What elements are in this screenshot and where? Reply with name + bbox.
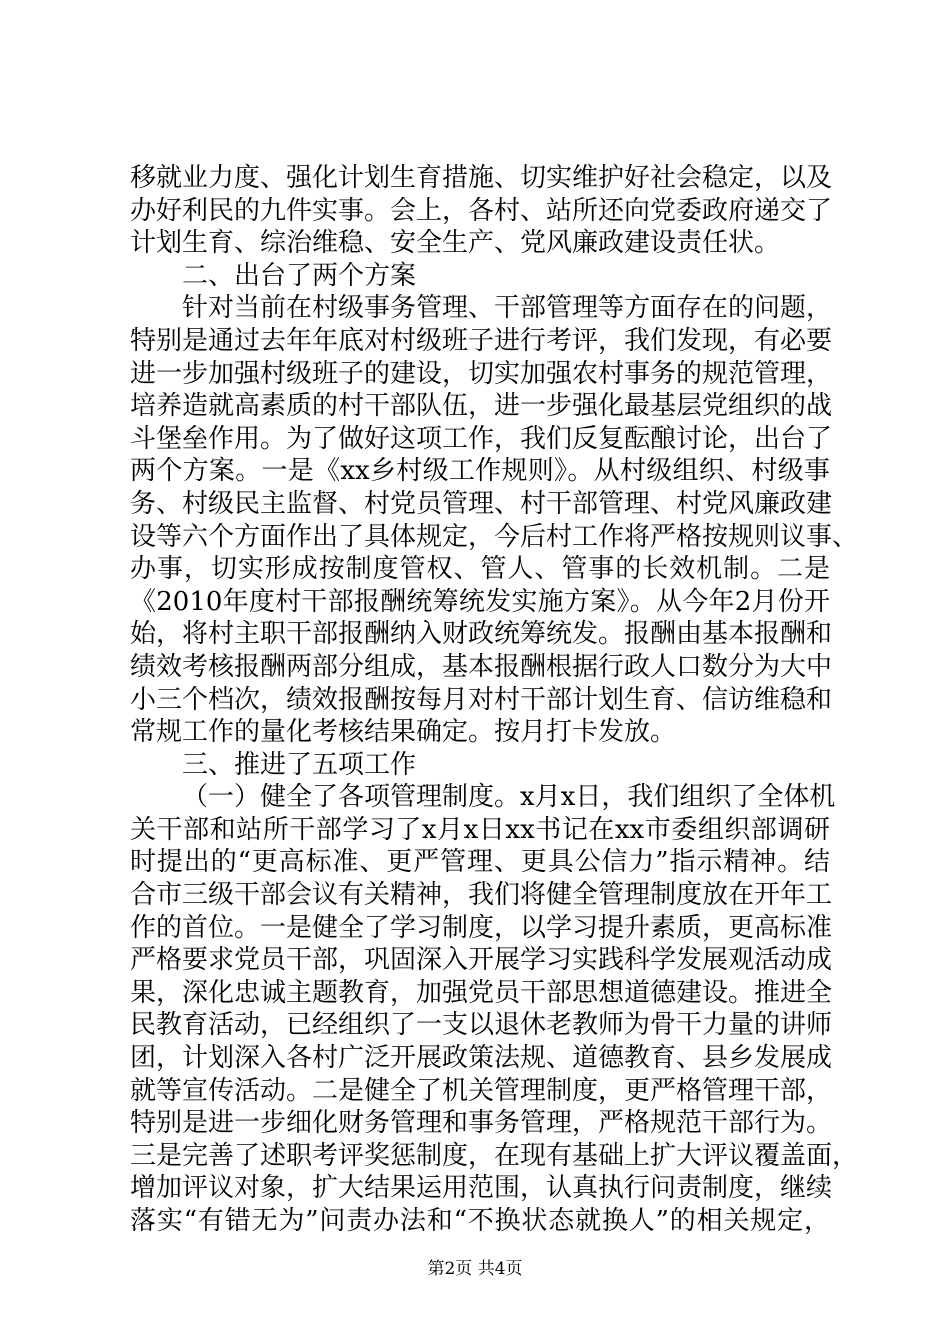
text-line: 果，深化忠诚主题教育，加强党员干部思想道德建设。推进全 (130, 977, 833, 1008)
text-line: 作的首位。一是健全了学习制度，以学习提升素质，更高标准 (130, 912, 833, 943)
text-line: 进一步加强村级班子的建设，切实加强农村事务的规范管理， (130, 358, 833, 389)
text-line: 小三个档次，绩效报酬按每月对村干部计划生育、信访维稳和 (130, 684, 833, 715)
paragraph-2 (130, 292, 859, 748)
text-line: 绩效考核报酬两部分组成，基本报酬根据行政人口数分为大中 (130, 651, 833, 682)
text-line: 设等六个方面作出了具体规定，今后村工作将严格按规则议事、 (130, 521, 859, 552)
text-line: 计划生育、综治维稳、安全生产、党风廉政建设责任状。 (130, 228, 781, 259)
text-line: 务、村级民主监督、村党员管理、村干部管理、村党风廉政建 (130, 488, 833, 519)
text-line: 移就业力度、强化计划生育措施、切实维护好社会稳定，以及 (130, 163, 833, 193)
paragraph-1 (130, 162, 833, 260)
section-heading-3: 三、推进了五项工作 (182, 749, 417, 780)
text-line: 始，将村主职干部报酬纳入财政统筹统发。报酬由基本报酬和 (130, 619, 833, 650)
text-line: 办好利民的九件实事。会上，各村、站所还向党委政府递交了 (130, 195, 833, 226)
text-line: 民教育活动，已经组织了一支以退休老教师为骨干力量的讲师 (130, 1010, 833, 1041)
text-line: 常规工作的量化考核结果确定。按月打卡发放。 (130, 717, 677, 748)
section-heading-2: 二、出台了两个方案 (182, 260, 417, 291)
text-line: 办事，切实形成按制度管权、管人、管事的长效机制。二是 (130, 554, 830, 585)
text-line: 落实“有错无为”问责办法和“不换状态就换人”的相关规定， (130, 1206, 830, 1236)
text-line: （一）健全了各项管理制度。x月x日，我们组织了全体机 (182, 782, 836, 813)
text-line: 团，计划深入各村广泛开展政策法规、道德教育、县乡发展成 (130, 1043, 833, 1074)
text-line: 斗堡垒作用。为了做好这项工作，我们反复酝酿讨论，出台了 (130, 423, 833, 454)
text-line: 就等宣传活动。二是健全了机关管理制度，更严格管理干部， (130, 1075, 833, 1106)
paragraph-3 (130, 781, 859, 1237)
page-number-footer: 第2页 共4页 (427, 1259, 523, 1279)
text-line: 严格要求党员干部，巩固深入开展学习实践科学发展观活动成 (130, 945, 833, 976)
text-line: 《2010年度村干部报酬统筹统发实施方案》。从今年2月份开 (130, 586, 830, 617)
text-line: 三是完善了述职考评奖惩制度，在现有基础上扩大评议覆盖面， (130, 1140, 859, 1171)
text-line: 针对当前在村级事务管理、干部管理等方面存在的问题， (182, 293, 833, 324)
document-body (130, 162, 859, 1238)
text-line: 两个方案。一是《xx乡村级工作规则》。从村级组织、村级事 (130, 456, 830, 487)
text-line: 时提出的“更高标准、更严管理、更具公信力”指示精神。结 (130, 847, 830, 878)
text-line: 关干部和站所干部学习了x月x日xx书记在xx市委组织部调研 (130, 814, 830, 845)
text-line: 培养造就高素质的村干部队伍，进一步强化最基层党组织的战 (130, 391, 833, 422)
text-line: 合市三级干部会议有关精神，我们将健全管理制度放在开年工 (130, 880, 833, 911)
text-line: 特别是通过去年年底对村级班子进行考评，我们发现，有必要 (130, 325, 833, 356)
text-line: 特别是进一步细化财务管理和事务管理，严格规范干部行为。 (130, 1108, 833, 1139)
text-line: 增加评议对象，扩大结果运用范围，认真执行问责制度，继续 (130, 1173, 833, 1204)
